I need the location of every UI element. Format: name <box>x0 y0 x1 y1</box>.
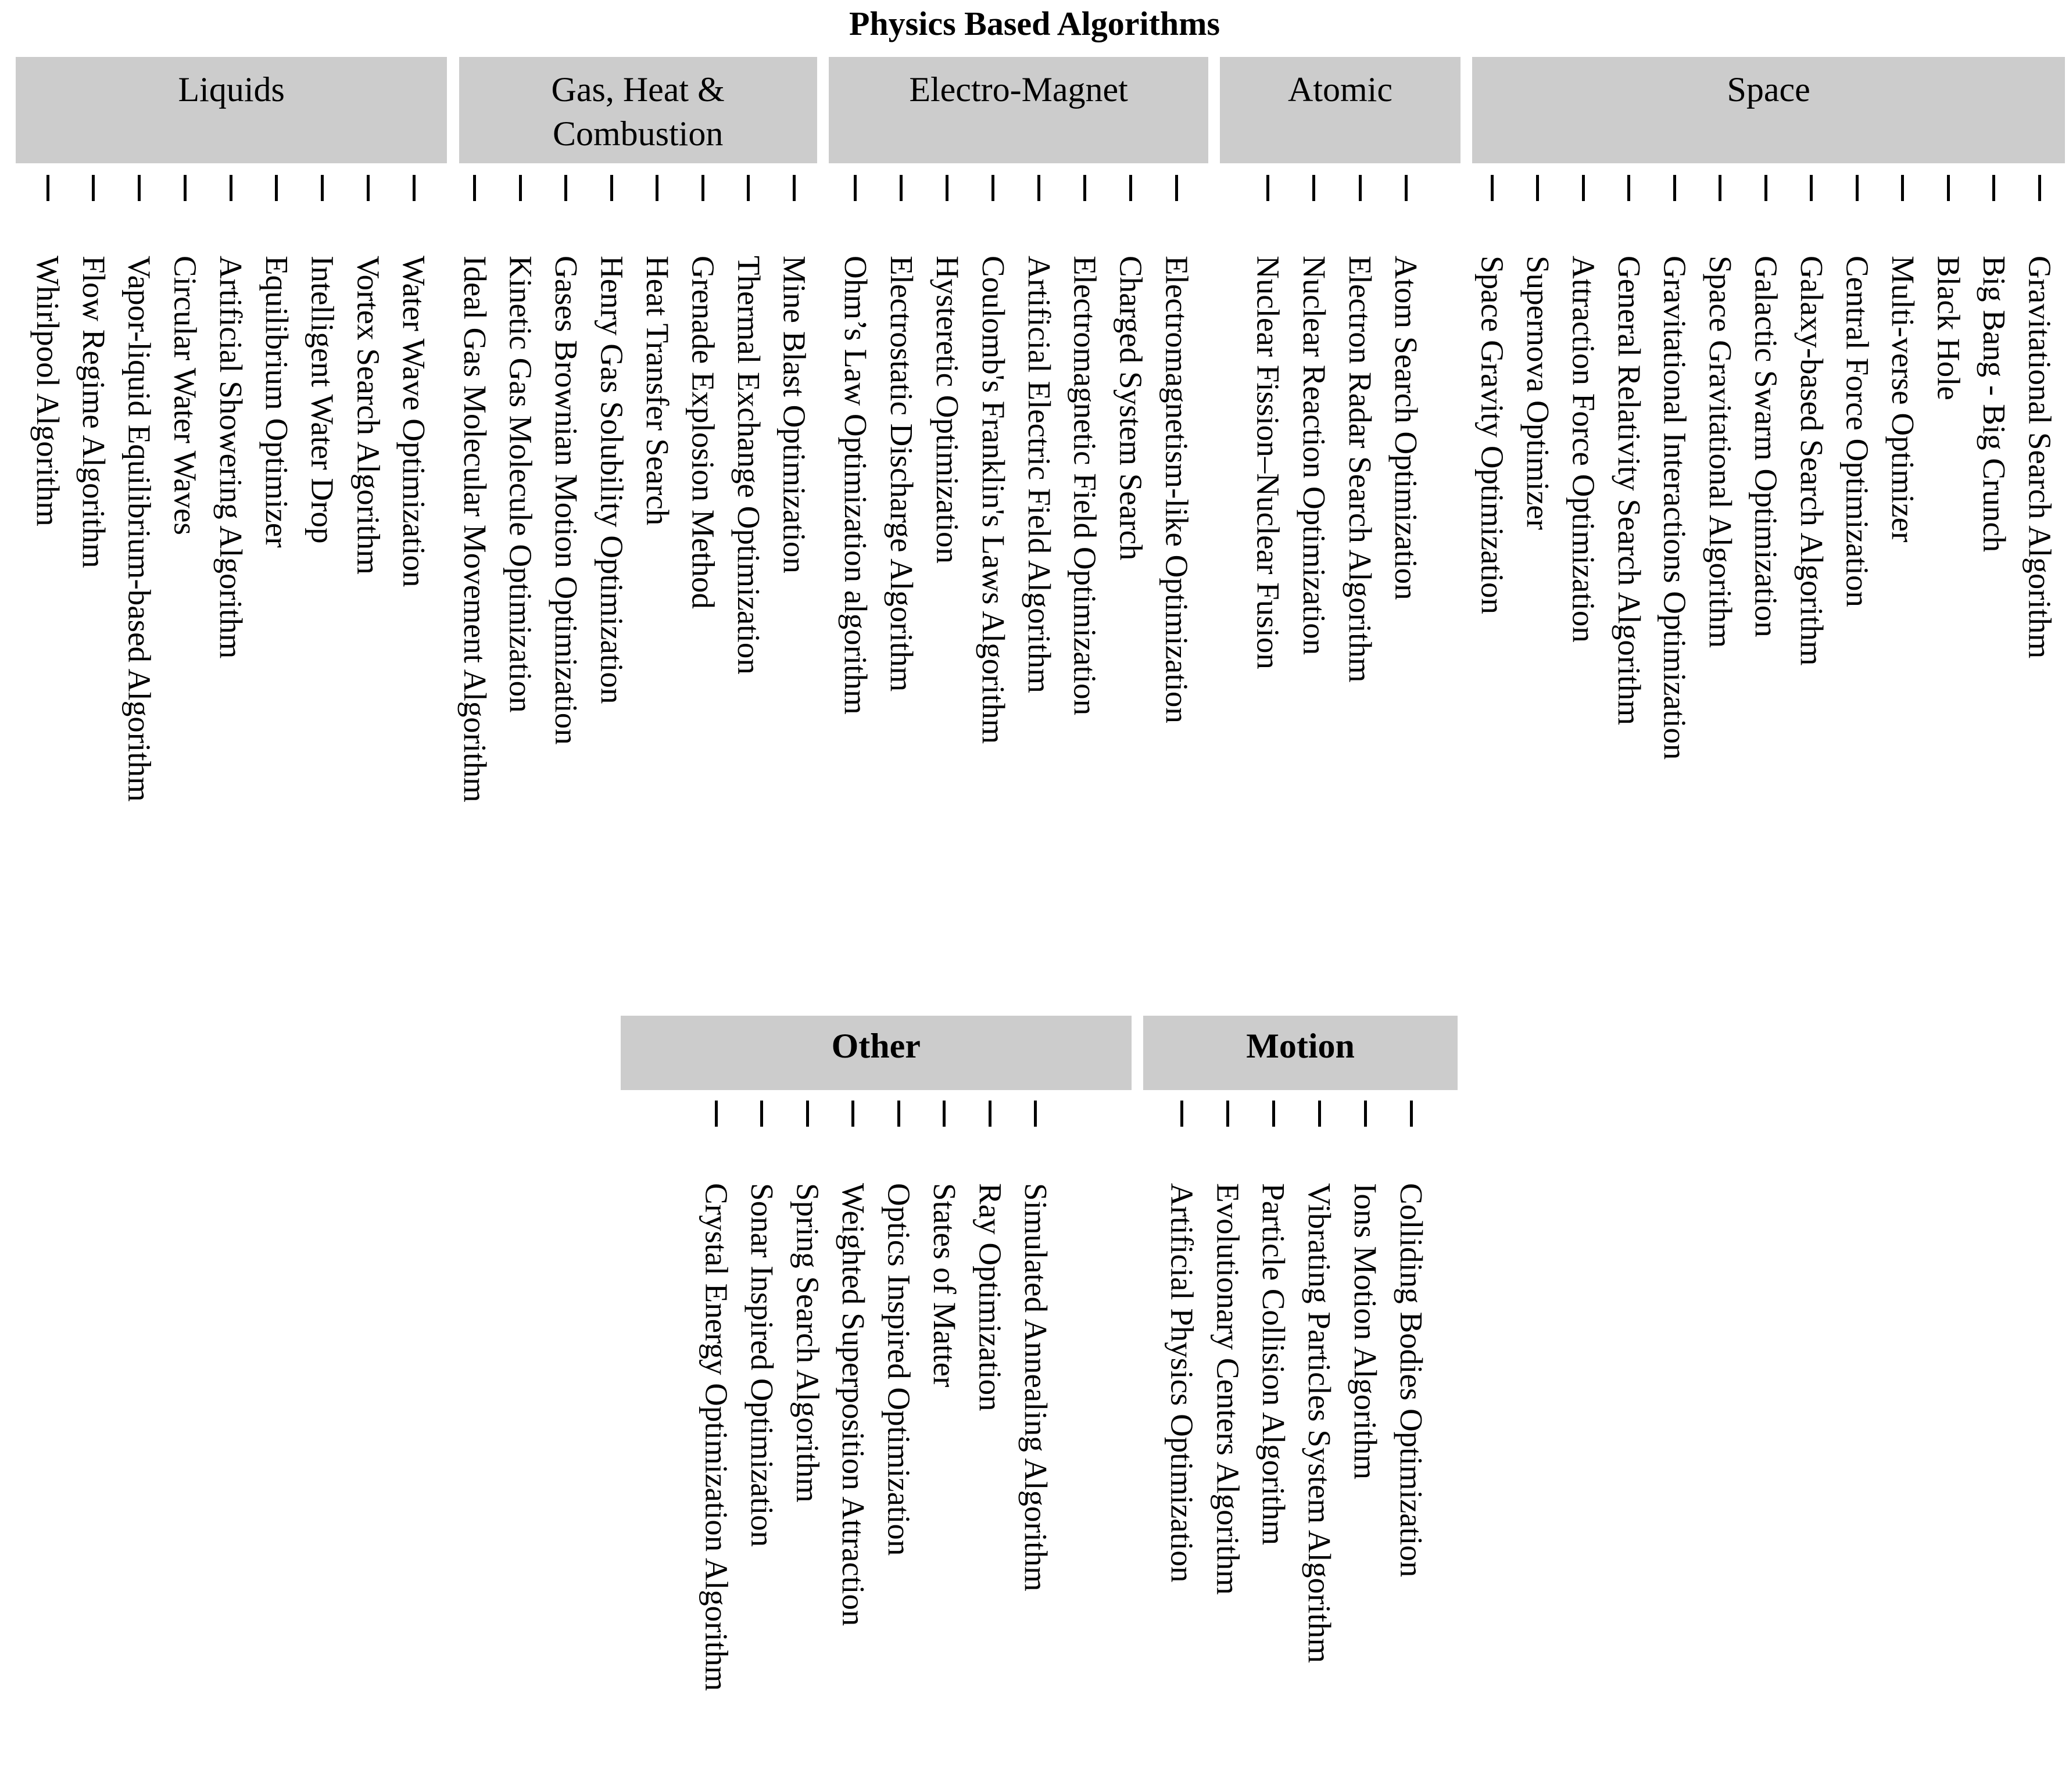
algorithm-label: Central Force Optimization <box>1839 256 1875 608</box>
connector-tick <box>275 175 278 201</box>
category-box-atomic <box>1220 57 1460 163</box>
connector-tick <box>1410 1101 1413 1127</box>
algorithm-label: Electromagnetic Field Optimization <box>1067 256 1103 716</box>
algorithm-label: Weighted Superposition Attraction <box>835 1182 871 1626</box>
algorithm-label: Gravitational Interactions Optimization <box>1657 256 1693 760</box>
connector-tick <box>747 175 750 201</box>
category-label-motion: Motion <box>1246 1027 1355 1066</box>
connector-tick <box>1083 175 1086 201</box>
algorithm-label: Supernova Optimizer <box>1520 256 1556 531</box>
algorithm-label: Gases Brownian Motion Optimization <box>548 256 584 746</box>
algorithm-label: Galaxy-based Search Algorithm <box>1794 256 1830 666</box>
algorithm-label: Charged System Search <box>1113 256 1149 561</box>
connector-tick <box>1719 175 1721 201</box>
connector-tick <box>854 175 857 201</box>
connector-tick <box>1034 1101 1037 1127</box>
algorithm-label: Artificial Physics Optimization <box>1164 1182 1200 1582</box>
connector-tick <box>900 175 903 201</box>
connector-tick <box>473 175 476 201</box>
connector-tick <box>1318 1101 1321 1127</box>
connector-tick <box>715 1101 718 1127</box>
connector-tick <box>1312 175 1315 201</box>
algorithm-label: Evolutionary Centers Algorithm <box>1210 1182 1246 1595</box>
algorithm-label: Kinetic Gas Molecule Optimization <box>503 256 539 714</box>
connector-tick <box>1673 175 1676 201</box>
algorithm-label: Intelligent Water Drop <box>305 256 341 544</box>
algorithm-label: Simulated Annealing Algorithm <box>1018 1182 1054 1592</box>
algorithm-label: Mine Blast Optimization <box>776 256 812 574</box>
category-box-space <box>1472 57 2065 163</box>
algorithm-label: Hysteretic Optimization <box>929 256 965 564</box>
connector-tick <box>989 1101 991 1127</box>
connector-tick <box>991 175 994 201</box>
algorithm-label: Spring Search Algorithm <box>790 1182 826 1503</box>
algorithm-label: Multi-verse Optimizer <box>1885 256 1921 543</box>
algorithm-label: Vapor-liquid Equilibrium-based Algorithm <box>121 256 157 802</box>
algorithm-label: General Relativity Search Algorithm <box>1611 256 1647 726</box>
algorithm-label: Ideal Gas Molecular Movement Algorithm <box>457 256 493 803</box>
connector-tick <box>413 175 416 201</box>
category-box-motion <box>1143 1016 1458 1090</box>
connector-tick <box>1856 175 1859 201</box>
algorithm-label: Circular Water Waves <box>167 256 203 536</box>
algorithm-label: Black Hole <box>1931 256 1967 401</box>
connector-tick <box>564 175 567 201</box>
connector-tick <box>1180 1101 1183 1127</box>
algorithm-label: Electrostatic Discharge Algorithm <box>883 256 919 692</box>
algorithm-label: Sonar Inspired Optimization <box>744 1182 780 1547</box>
connector-tick <box>138 175 141 201</box>
category-box-other <box>621 1016 1132 1090</box>
category-label-electro-magnet: Electro-Magnet <box>909 70 1128 109</box>
algorithm-label: Big Bang - Big Crunch <box>1976 256 2012 553</box>
connector-tick <box>851 1101 854 1127</box>
connector-tick <box>1992 175 1995 201</box>
connector-tick <box>1810 175 1813 201</box>
algorithm-label: Thermal Exchange Optimization <box>731 256 767 675</box>
algorithm-label: Flow Regime Algorithm <box>76 256 112 569</box>
connector-tick <box>1226 1101 1229 1127</box>
algorithm-label: Heat Transfer Search <box>639 256 675 526</box>
connector-tick <box>897 1101 900 1127</box>
connector-tick <box>946 175 948 201</box>
connector-tick <box>1627 175 1630 201</box>
algorithm-label: States of Matter <box>926 1182 962 1387</box>
connector-tick <box>1405 175 1408 201</box>
connector-tick <box>1266 175 1269 201</box>
algorithm-label: Water Wave Optimization <box>396 256 432 587</box>
algorithm-label: Artificial Electric Field Algorithm <box>1021 256 1057 694</box>
algorithm-label: Whirlpool Algorithm <box>30 256 66 527</box>
algorithm-label: Particle Collision Algorithm <box>1256 1182 1292 1545</box>
algorithm-label: Ohm’s Law Optimization algorithm <box>837 256 874 715</box>
category-label-liquids: Liquids <box>178 70 285 109</box>
connector-tick <box>1764 175 1767 201</box>
connector-tick <box>806 1101 809 1127</box>
algorithm-label: Attraction Force Optimization <box>1566 256 1602 643</box>
algorithm-label: Colliding Bodies Optimization <box>1394 1182 1430 1577</box>
category-box-gas-heat-combustion <box>459 57 817 163</box>
connector-tick <box>793 175 796 201</box>
connector-tick <box>2038 175 2041 201</box>
category-box-electro-magnet <box>829 57 1208 163</box>
algorithm-label: Ray Optimization <box>972 1182 1008 1411</box>
connector-tick <box>1129 175 1132 201</box>
algorithm-label: Coulomb's Franklin's Laws Algorithm <box>975 256 1011 744</box>
connector-tick <box>1272 1101 1275 1127</box>
connector-tick <box>184 175 187 201</box>
connector-tick <box>1536 175 1539 201</box>
connector-tick <box>92 175 95 201</box>
algorithm-label: Atom Search Optimization <box>1388 256 1424 601</box>
algorithm-label: Crystal Energy Optimization Algorithm <box>699 1182 735 1691</box>
connector-tick <box>760 1101 763 1127</box>
algorithm-label: Gravitational Search Algorithm <box>2022 256 2058 659</box>
category-box-liquids <box>16 57 447 163</box>
algorithm-label: Equilibrium Optimizer <box>259 256 295 548</box>
category-label-gas-heat-combustion: Gas, Heat & Combustion <box>551 70 725 153</box>
connector-tick <box>656 175 658 201</box>
category-label-other: Other <box>831 1027 921 1066</box>
connector-tick <box>701 175 704 201</box>
connector-tick <box>1359 175 1362 201</box>
connector-tick <box>610 175 613 201</box>
category-label-space: Space <box>1727 70 1810 109</box>
connector-tick <box>1901 175 1904 201</box>
category-label-atomic: Atomic <box>1288 70 1393 109</box>
connector-tick <box>1947 175 1950 201</box>
connector-tick <box>519 175 522 201</box>
connector-tick <box>1364 1101 1367 1127</box>
algorithm-label: Electromagnetism-like Optimization <box>1159 256 1195 724</box>
algorithm-label: Nuclear Fission–Nuclear Fusion <box>1250 256 1286 670</box>
algorithm-label: Vibrating Particles System Algorithm <box>1302 1182 1338 1663</box>
algorithm-label: Optics Inspired Optimization <box>881 1182 917 1556</box>
algorithm-label: Grenade Explosion Method <box>685 256 721 610</box>
algorithm-label: Artificial Showering Algorithm <box>213 256 249 659</box>
connector-tick <box>46 175 49 201</box>
connector-tick <box>1175 175 1178 201</box>
connector-tick <box>230 175 232 201</box>
connector-tick <box>1037 175 1040 201</box>
algorithm-label: Henry Gas Solubility Optimization <box>594 256 630 704</box>
connector-tick <box>1491 175 1494 201</box>
connector-tick <box>1582 175 1585 201</box>
algorithm-label: Galactic Swarm Optimization <box>1748 256 1784 638</box>
connector-tick <box>321 175 324 201</box>
connector-tick <box>943 1101 946 1127</box>
algorithm-label: Vortex Search Algorithm <box>350 256 386 575</box>
algorithm-label: Electron Radar Search Algorithm <box>1343 256 1378 683</box>
diagram-title: Physics Based Algorithms <box>849 5 1220 42</box>
algorithm-label: Space Gravity Optimization <box>1474 256 1510 615</box>
connector-tick <box>367 175 370 201</box>
algorithm-label: Space Gravitational Algorithm <box>1702 256 1738 648</box>
algorithm-label: Ions Motion Algorithm <box>1348 1182 1384 1479</box>
algorithm-label: Nuclear Reaction Optimization <box>1296 256 1332 655</box>
